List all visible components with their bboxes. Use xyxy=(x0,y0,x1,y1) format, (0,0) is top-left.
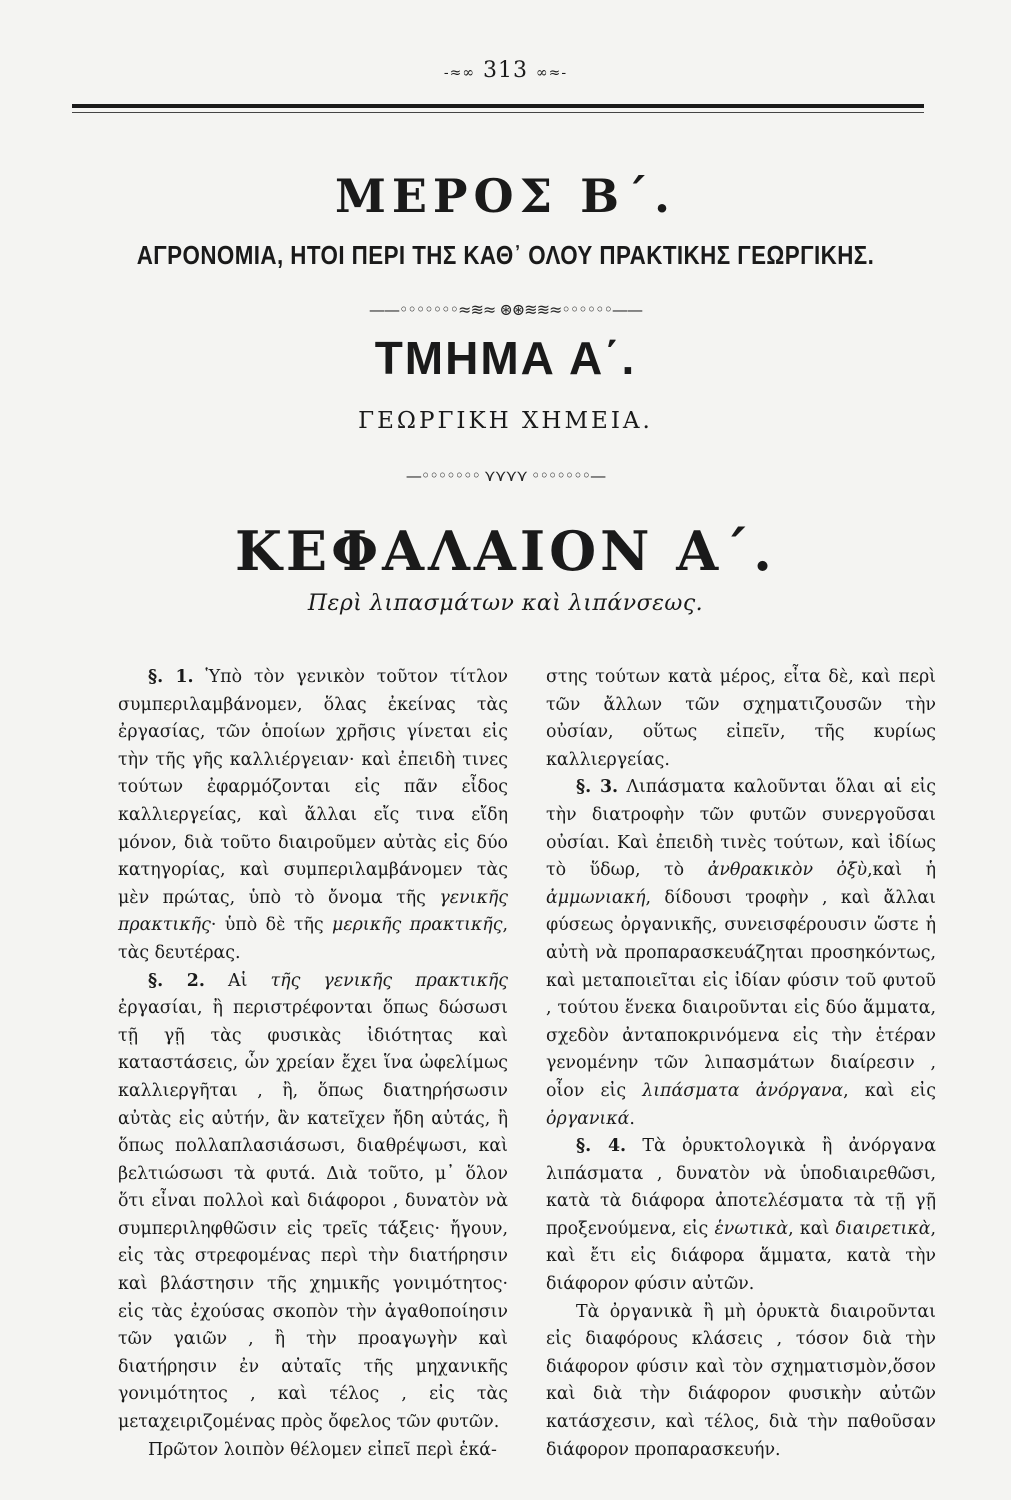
paragraph-text: ἐργασίαι, ἢ περιστρέφονται ὅπως δώσωσι τῇ γῇ τὰς φυσικὰς ἰδιότητας καὶ καταστάσεις, ὧν χρείαν ἔχει ἵνα ὠφελίμως καλλιεργῆται , ἢ, ὅπως διατηρήσωσιν αὐτὰς εἰς αὐτήν, ἂν κατεῖχεν ἤδη αὐτάς, ἢ ὅπως πολλαπλασιάσωσι, διαθρέψωσι, καὶ βελτιώσωσι τὰ φυτά. Διὰ τοῦτο, μ᾽ ὅλον ὅτι εἶναι πολλοὶ καὶ διάφοροι , δυνατὸν νὰ συμπεριληφθῶσιν εἰς τρεῖς τάξεις· ἤγουν, εἰς τὰς στρεφομένας περὶ τὴν διατήρησιν καὶ βλάστησιν τῆς χημικῆς γονιμότητος· εἰς τὰς ἐχούσας σκοπὸν τὴν ἀγαθοποίησιν τῶν γαιῶν , ἢ τὴν προαγωγὴν καὶ διατήρησιν ἐν αὐταῖς τῆς μηχανικῆς γονιμότητος , καὶ τέλος , εἰς τὰς μεταχειριζομένας πρὸς ὄφελος τῶν φυτῶν. xyxy=(118,998,508,1433)
section-title: ΤΜΗΜΑ Α΄. xyxy=(374,332,637,384)
paragraph-text: · ὑπὸ δὲ τῆς xyxy=(210,915,324,936)
italic-term: γενικῆς πρακτικῆς xyxy=(118,887,509,936)
paragraph-text: Λιπάσματα καλοῦνται ὅλαι αἱ εἰς τὴν διατροφὴν τῶν φυτῶν συνεργοῦσαι οὐσίαι. Καὶ ἐπειδὴ τινὲς τούτων, καὶ ἰδίως τὸ ὕδωρ, τὸ xyxy=(546,777,937,881)
paragraph-4 xyxy=(546,774,936,1133)
body-columns xyxy=(118,664,936,1464)
header-rule xyxy=(72,104,924,108)
paragraph-5 xyxy=(546,1133,936,1299)
italic-term: ἑνωτικὰ xyxy=(714,1218,789,1239)
paragraph-text: , καὶ ἔτι εἰς διάφορα ἅμματα, κατὰ τὴν διάφορον φύσιν αὐτῶν. xyxy=(546,1218,937,1295)
paragraph-6: Τὰ ὀργανικὰ ἢ μὴ ὀρυκτὰ διαιροῦνται εἰς διαφόρους κλάσεις , τόσον διὰ τὴν διάφορον φύσιν καὶ τὸν σχηματισμὸν,ὅσον καὶ διὰ τὴν διάφορον φυσικὴν αὐτῶν κατάσχεσιν, καὶ τέλος, διὰ τὴν παθοῦσαν διάφορον προπαρασκευήν. xyxy=(546,1301,936,1460)
section-mark: §. 3. xyxy=(576,777,619,798)
paragraph-text: , καὶ xyxy=(788,1218,830,1239)
paragraph-text: ,καὶ ἡ xyxy=(867,860,936,881)
part-title: ΜΕΡΟΣ Β΄. xyxy=(334,169,677,223)
paragraph-text: Τὰ ὀρυκτολογικὰ ἢ ἀνόργανα λιπάσματα , δυνατὸν νὰ ὑποδιαιρεθῶσι, κατὰ τὰ διάφορα ἀποτελέσματα τὰ τῇ γῇ προξενούμενα, εἰς xyxy=(546,1136,936,1239)
right-column xyxy=(546,664,936,1464)
page-number xyxy=(0,58,1011,83)
part-subtitle: ΑΓΡΟΝΟΜΙΑ, ΗΤΟΙ ΠΕΡΙ ΤΗΣ ΚΑΘ᾽ ΟΛΟΥ ΠΡΑΚΤΙΚΗΣ ΓΕΩΡΓΙΚΗΣ. xyxy=(136,240,875,270)
italic-term: διαιρετικὰ xyxy=(835,1218,931,1239)
ornament-divider-1: ——◦◦◦◦◦◦◦≈≋≈ ⊛⊛≋≋≈◦◦◦◦◦◦—— xyxy=(368,300,643,319)
page-number-ornament-right: ∞≈- xyxy=(536,65,568,81)
italic-term: ἀμμωνιακή xyxy=(546,887,646,908)
italic-term: τῆς γενικῆς πρακτικῆς xyxy=(270,970,509,991)
section-mark: §. 2. xyxy=(148,970,205,991)
subsection-title: ΓΕΩΡΓΙΚΗ ΧΗΜΕΙΑ. xyxy=(358,408,653,434)
paragraph-text: , καὶ εἰς xyxy=(843,1080,936,1101)
paragraph-2 xyxy=(118,968,508,1437)
paragraph-text: Ὑπὸ τὸν γενικὸν τοῦτον τίτλον συμπεριλαμβάνομεν, ὅλας ἐκείνας τὰς ἐργασίας, τῶν ὁποίων χρῆσις γίνεται εἰς τὴν τῆς γῆς καλλιέργειαν· καὶ ἐπειδὴ τινες τούτων ἐφαρμόζονται εἰς πᾶν εἶδος καλλιεργείας, καὶ ἄλλαι εἴς τινα εἴδη μόνον, διὰ τοῦτο διαιροῦμεν αὐτὰς εἰς δύο κατηγορίας, καὶ συμπεριλαμβάνομεν τὰς μὲν πρώτας, ὑπὸ τὸ ὄνομα τῆς xyxy=(118,667,509,908)
italic-term: ἀνθρακικὸν ὀξὺ xyxy=(707,860,868,881)
italic-term: λιπάσματα ἀνόργανα xyxy=(642,1080,844,1101)
italic-term: μερικῆς πρακτικῆς xyxy=(332,915,503,936)
section-mark: §. 4. xyxy=(576,1136,627,1157)
paragraph-text: Αἱ xyxy=(228,970,248,991)
left-column xyxy=(118,664,508,1464)
paragraph-continued: στης τούτων κατὰ μέρος, εἶτα δὲ, καὶ περὶ τῶν ἄλλων τῶν σχηματιζουσῶν τὴν οὐσίαν, οὕτως εἰπεῖν, τῆς κυρίως καλλιεργείας. xyxy=(546,667,936,770)
paragraph-text: , τὰς δευτέρας. xyxy=(118,915,508,963)
page-number-value: 313 xyxy=(483,58,528,83)
ornament-divider-2: —◦◦◦◦◦◦◦ ⋎⋎⋎⋎ ◦◦◦◦◦◦◦— xyxy=(405,466,606,485)
paragraph-3: Πρῶτον λοιπὸν θέλομεν εἰπεῖ περὶ ἑκά- xyxy=(148,1439,497,1460)
section-mark: §. 1. xyxy=(148,667,194,687)
chapter-subtitle: Περὶ λιπασμάτων καὶ λιπάνσεως. xyxy=(307,591,704,616)
page-number-ornament-left: -≈∞ xyxy=(443,65,475,81)
chapter-title: ΚΕΦΑΛΑΙΟΝ Α΄. xyxy=(235,519,776,583)
paragraph-text: . xyxy=(629,1108,635,1129)
italic-term: ὀργανικά xyxy=(546,1108,630,1129)
headings-block xyxy=(0,168,1011,618)
paragraph-1 xyxy=(118,664,508,968)
paragraph-text: , δίδουσι τροφὴν , καὶ ἄλλαι φύσεως ὀργανικῆς, συνεισφέρουσιν ὥστε ἡ αὐτὴ νὰ προπαρασκευάζηται προσηκόντως, καὶ μεταποιεῖται εἰς ἰδίαν φύσιν τοῦ φυτοῦ , τούτου ἕνεκα διαιροῦνται εἰς δύο ἅμματα, σχεδὸν ἀνταποκρινόμενα εἰς τὴν ἑτέραν γενομένην τῶν λιπασμάτων διαίρεσιν , οἷον εἰς xyxy=(546,887,936,1101)
